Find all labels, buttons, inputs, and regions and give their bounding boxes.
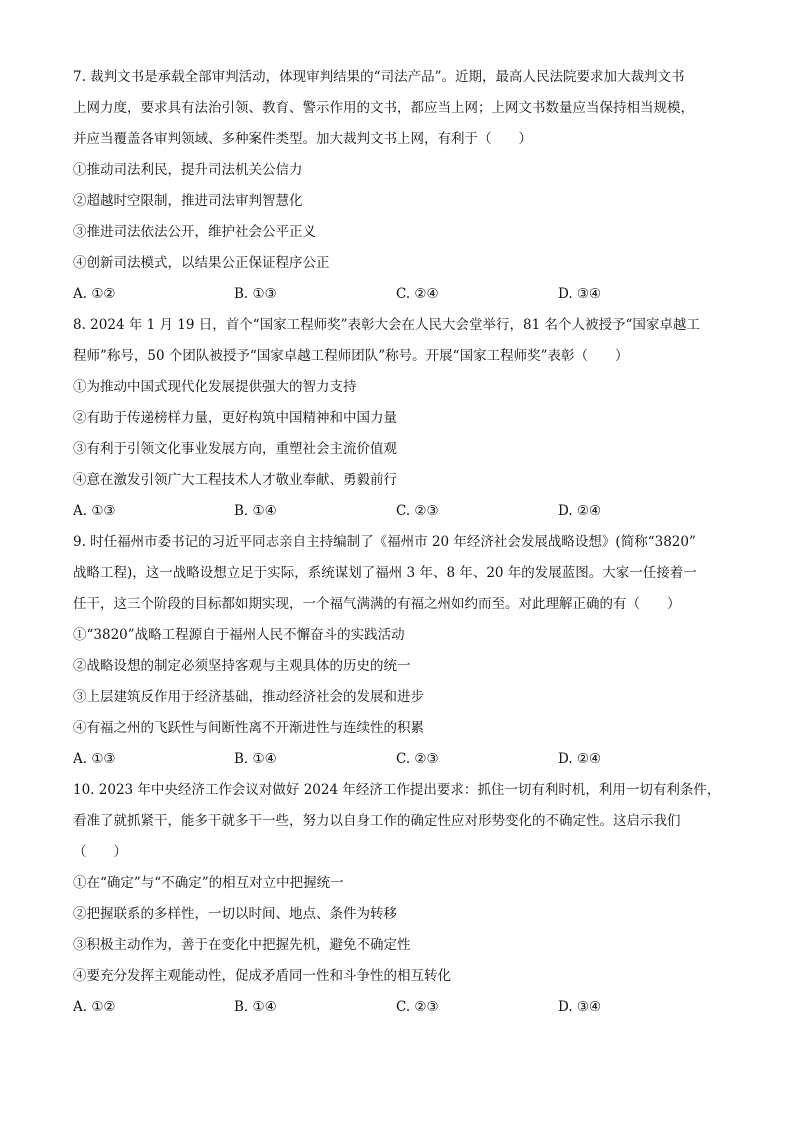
- statement-option: ③有利于引领文化事业发展方向，重塑社会主流价值观: [73, 441, 397, 457]
- question-stem-line: 上网力度，要求具有法治引领、教育、警示作用的文书，都应当上网；上网文书数量应当保持相当规模，: [73, 100, 694, 116]
- question-9: [73, 527, 723, 775]
- statement-option: ②有助于传递榜样力量，更好构筑中国精神和中国力量: [73, 410, 397, 426]
- statement-option: ③积极主动作为，善于在变化中把握先机，避免不确定性: [73, 937, 411, 953]
- choice-d: D. ③④: [558, 286, 602, 302]
- question-7: [73, 62, 723, 310]
- question-stem-line: 8. 2024 年 1 月 19 日，首个“国家工程师奖”表彰大会在人民大会堂举行，81 名个人被授予“国家卓越工: [73, 317, 700, 333]
- choice-a: A. ①③: [73, 751, 116, 767]
- statement-option: ②超越时空限制，推进司法审判智慧化: [73, 193, 303, 209]
- choice-b: B. ①④: [234, 503, 277, 519]
- question-stem-line: 并应当覆盖各审判领域、多种案件类型。加大裁判文书上网，有利于（ ）: [73, 131, 532, 147]
- choice-a: A. ①②: [73, 286, 116, 302]
- exam-page: [73, 62, 723, 1023]
- question-10: [73, 775, 723, 1023]
- statement-option: ③推进司法依法公开，维护社会公平正义: [73, 224, 316, 240]
- choice-d: D. ③④: [558, 999, 602, 1015]
- choice-c: C. ②③: [396, 999, 439, 1015]
- choice-c: C. ②③: [396, 751, 439, 767]
- choice-d: D. ②④: [558, 503, 602, 519]
- statement-option: ④有福之州的飞跃性与间断性离不开渐进性与连续性的积累: [73, 720, 424, 736]
- statement-option: ①在“确定”与“不确定”的相互对立中把握统一: [73, 875, 344, 891]
- answer-choices: [73, 496, 723, 527]
- question-stem-line: 9. 时任福州市委书记的习近平同志亲自主持编制了《福州市 20 年经济社会发展战略设想》(简称“3820”: [73, 534, 696, 550]
- question-stem-line: 10. 2023 年中央经济工作会议对做好 2024 年经济工作提出要求：抓住一切有利时机，利用一切有利条件，: [73, 782, 721, 798]
- answer-choices: [73, 992, 723, 1023]
- choice-b: B. ①④: [234, 751, 277, 767]
- choice-a: A. ①③: [73, 503, 116, 519]
- question-stem-line: （ ）: [73, 844, 127, 860]
- question-stem-line: 程师”称号，50 个团队被授予“国家卓越工程师团队”称号。开展“国家工程师奖”表彰（ ）: [73, 348, 629, 364]
- choice-a: A. ①②: [73, 999, 116, 1015]
- statement-option: ④创新司法模式，以结果公正保证程序公正: [73, 255, 330, 271]
- choice-d: D. ②④: [558, 751, 602, 767]
- statement-option: ④要充分发挥主观能动性，促成矛盾同一性和斗争性的相互转化: [73, 968, 451, 984]
- choice-c: C. ②③: [396, 503, 439, 519]
- choice-c: C. ②④: [396, 286, 439, 302]
- question-stem-line: 看准了就抓紧干，能多干就多干一些，努力以自身工作的确定性应对形势变化的不确定性。这启示我们: [73, 813, 681, 829]
- choice-b: B. ①④: [234, 999, 277, 1015]
- answer-choices: [73, 744, 723, 775]
- statement-option: ②把握联系的多样性，一切以时间、地点、条件为转移: [73, 906, 397, 922]
- question-stem-line: 7. 裁判文书是承载全部审判活动，体现审判结果的“司法产品”。近期，最高人民法院要求加大裁判文书: [73, 69, 685, 85]
- statement-option: ④意在激发引领广大工程技术人才敬业奉献、勇毅前行: [73, 472, 397, 488]
- statement-option: ②战略设想的制定必须坚持客观与主观具体的历史的统一: [73, 658, 411, 674]
- statement-option: ①“3820”战略工程源自于福州人民不懈奋斗的实践活动: [73, 627, 405, 643]
- statement-option: ③上层建筑反作用于经济基础，推动经济社会的发展和进步: [73, 689, 424, 705]
- statement-option: ①推动司法利民，提升司法机关公信力: [73, 162, 303, 178]
- statement-option: ①为推动中国式现代化发展提供强大的智力支持: [73, 379, 357, 395]
- choice-b: B. ①③: [234, 286, 277, 302]
- question-stem-line: 任干，这三个阶段的目标都如期实现，一个福气满满的有福之州如约而至。对此理解正确的有（ ）: [73, 596, 681, 612]
- question-stem-line: 战略工程)，这一战略设想立足于实际，系统谋划了福州 3 年、8 年、20 年的发展蓝图。大家一任接着一: [73, 565, 697, 581]
- question-8: [73, 310, 723, 527]
- answer-choices: [73, 279, 723, 310]
